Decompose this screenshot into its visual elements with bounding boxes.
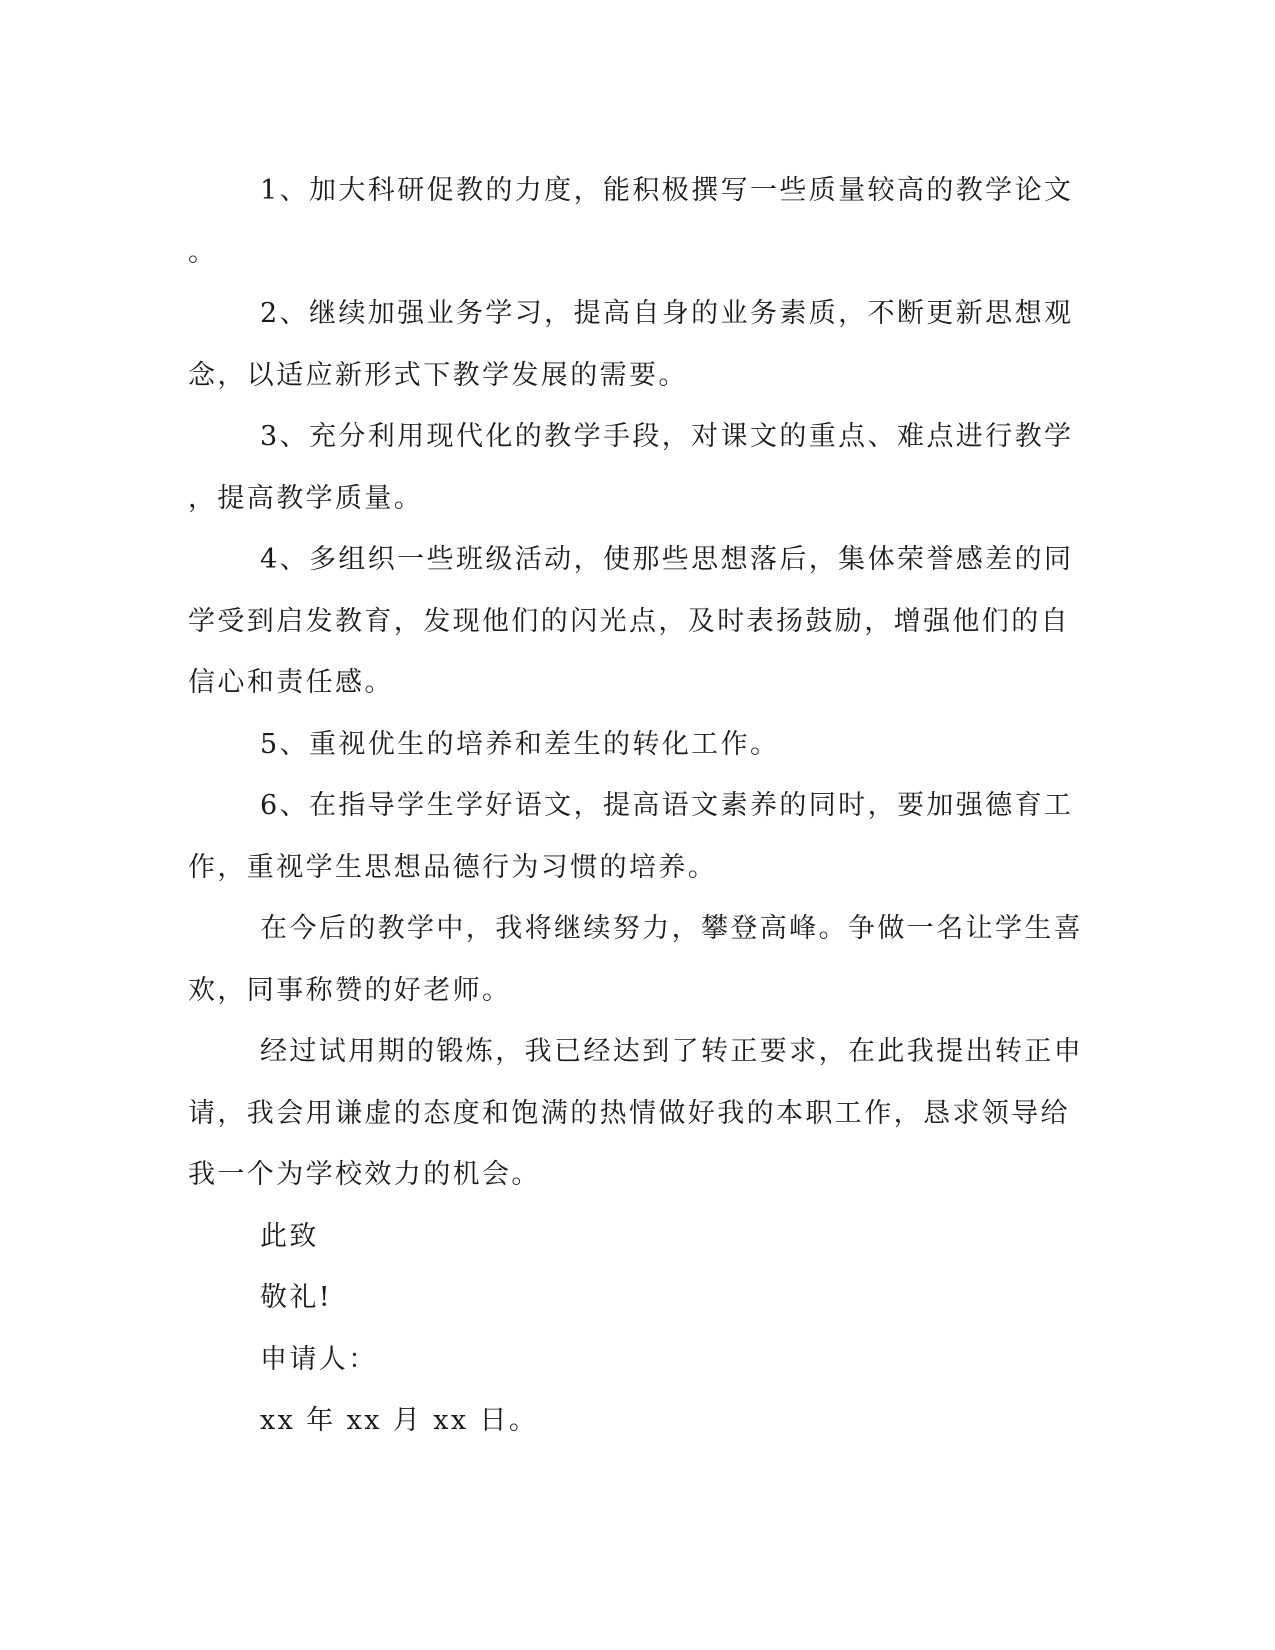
conclusion-line-1: 在今后的教学中，我将继续努力，攀登高峰。争做一名让学生喜 — [260, 913, 1084, 944]
item-4-line-1: 4、多组织一些班级活动，使那些思想落后，集体荣誉感差的同 — [260, 544, 1074, 575]
request-line-1: 经过试用期的锻炼，我已经达到了转正要求，在此我提出转正申 — [260, 1036, 1084, 1067]
applicant-label: 申请人： — [260, 1343, 378, 1375]
item-4 — [188, 529, 1074, 714]
item-3-line-1: 3、充分利用现代化的教学手段，对课文的重点、难点进行教学 — [260, 421, 1074, 452]
item-1-line-1: 1、加大科研促教的力度，能积极撰写一些质量较高的教学论文 — [260, 175, 1074, 206]
closing-salutation: 此致 — [260, 1220, 319, 1252]
item-1 — [188, 160, 1074, 283]
closing-regards: 敬礼! — [260, 1282, 333, 1313]
document-body — [188, 160, 1084, 1452]
request-line-2: 请，我会用谦虚的态度和饱满的热情做好我的本职工作，恳求领导给 — [188, 1097, 1070, 1129]
item-3 — [188, 406, 1074, 529]
item-5 — [188, 714, 1068, 776]
conclusion-line-2: 欢，同事称赞的好老师。 — [188, 974, 512, 1006]
request-line-3: 我一个为学校效力的机会。 — [188, 1159, 541, 1190]
item-6-line-2: 作，重视学生思想品德行为习惯的培养。 — [188, 851, 718, 883]
item-4-line-3: 信心和责任感。 — [188, 667, 394, 698]
conclusion-paragraph — [188, 898, 1084, 1021]
item-4-line-2: 学受到启发教育，发现他们的闪光点，及时表扬鼓励，增强他们的自 — [188, 605, 1070, 637]
item-1-line-2: 。 — [188, 236, 218, 268]
item-2-line-2: 念，以适应新形式下教学发展的需要。 — [188, 359, 688, 391]
application-date: xx 年 xx 月 xx 日。 — [260, 1405, 539, 1436]
item-2 — [188, 283, 1074, 406]
request-paragraph — [188, 1021, 1084, 1206]
item-5-line-1: 5、重视优生的培养和差生的转化工作。 — [260, 728, 780, 760]
item-2-line-1: 2、继续加强业务学习，提高自身的业务素质，不断更新思想观 — [260, 298, 1074, 329]
item-6 — [188, 775, 1074, 898]
item-3-line-2: ，提高教学质量。 — [188, 482, 424, 514]
item-6-line-1: 6、在指导学生学好语文，提高语文素养的同时，要加强德育工 — [260, 790, 1074, 821]
